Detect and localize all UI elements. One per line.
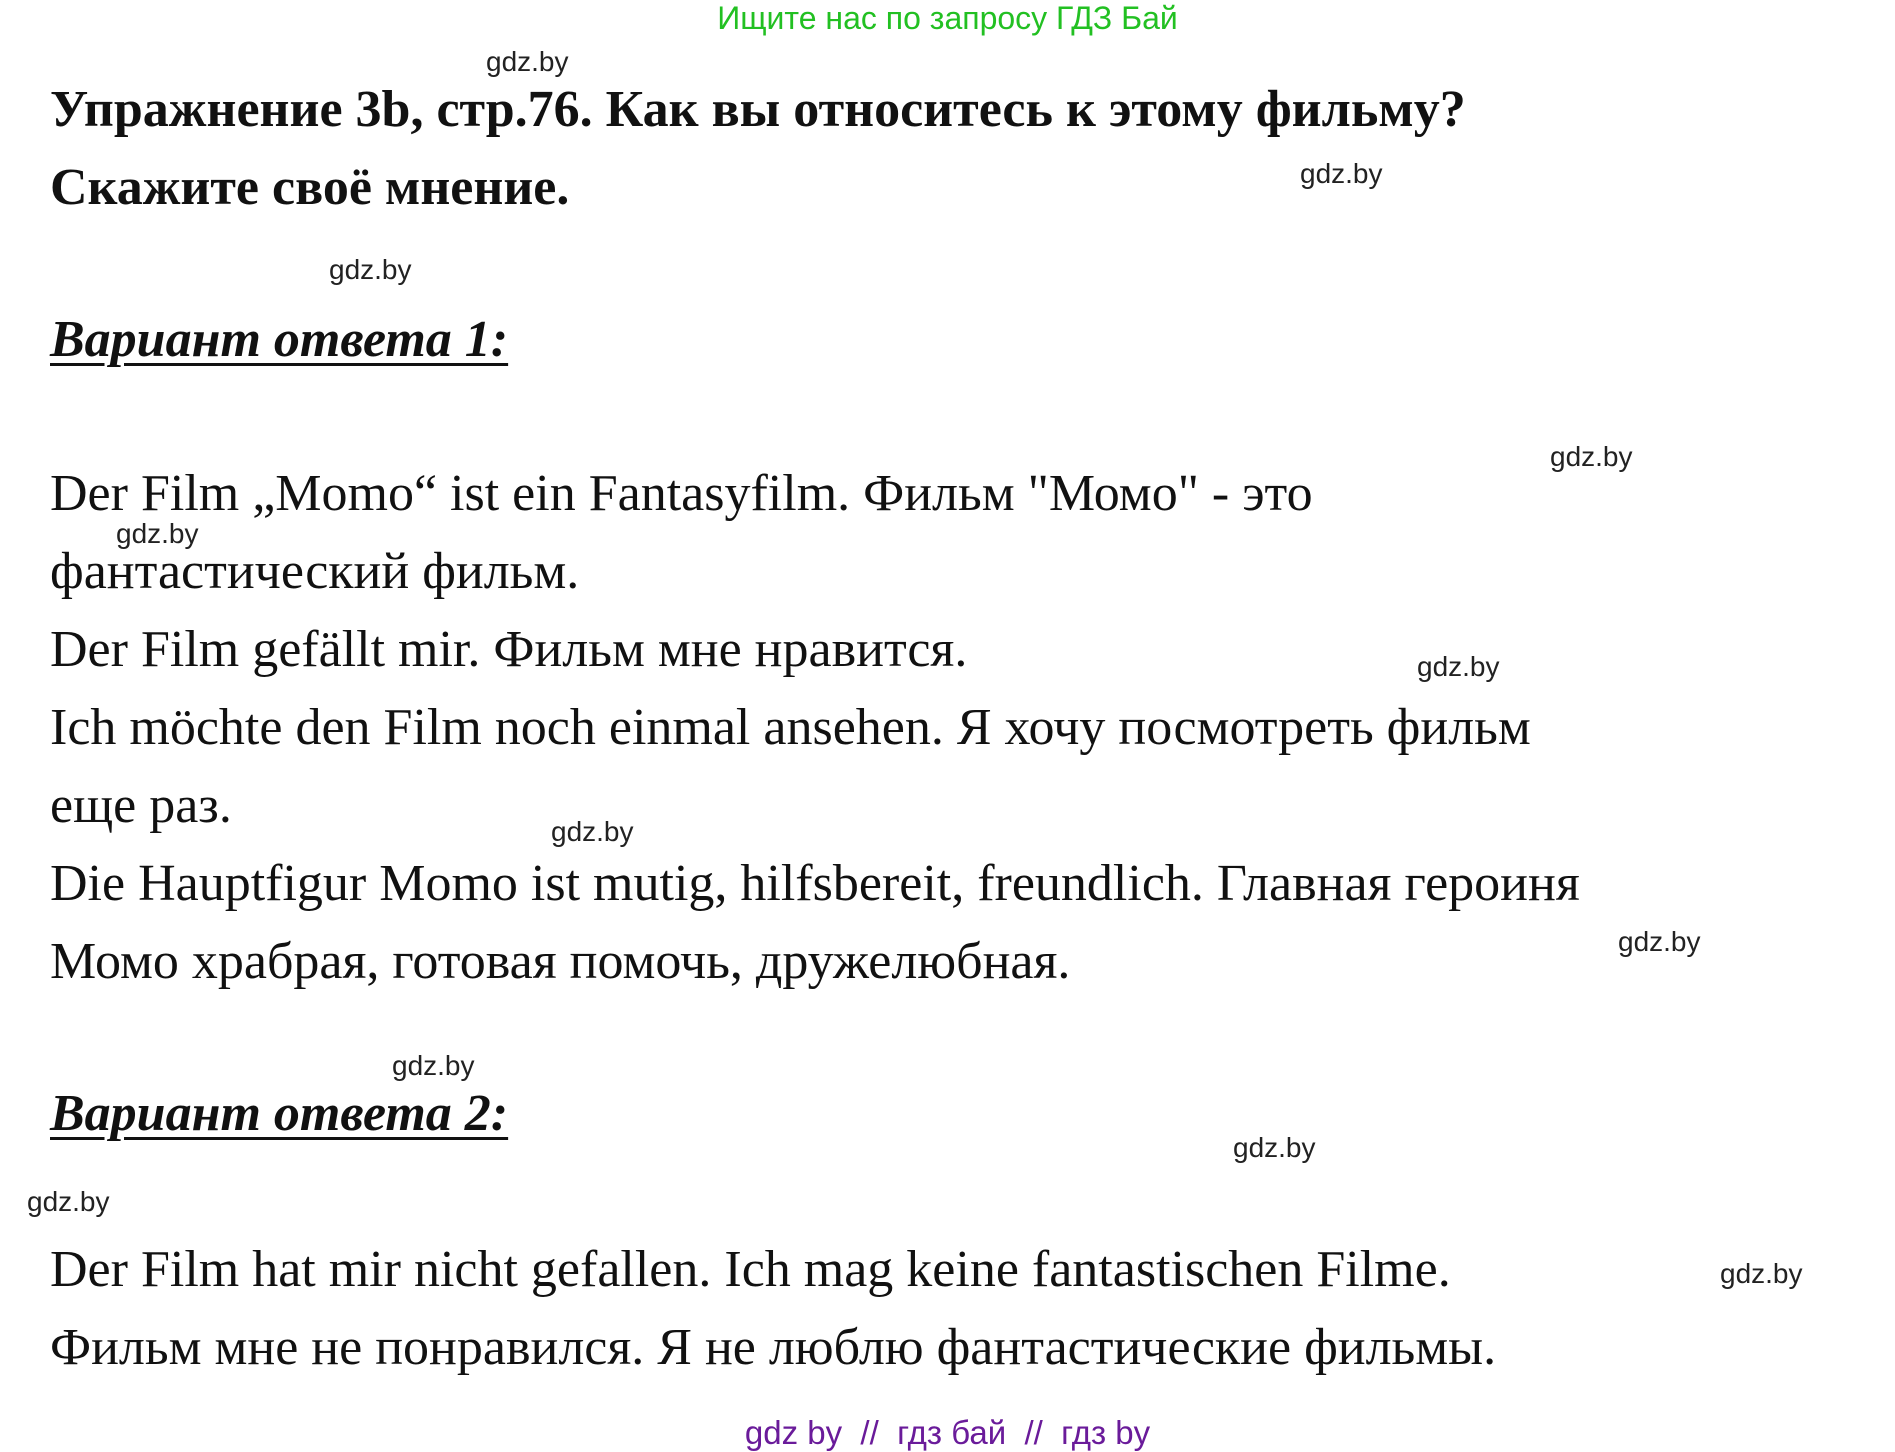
watermark: gdz.by: [329, 254, 412, 285]
variant-1-line-5: еще раз.: [50, 777, 232, 834]
footer-link-gdz-by[interactable]: gdz by: [744, 1414, 843, 1451]
footer-links: [0, 1414, 1895, 1452]
watermark: gdz.by: [486, 46, 569, 77]
footer-separator: //: [842, 1414, 898, 1451]
footer-link-gdz-bai[interactable]: гдз бай: [897, 1414, 1007, 1451]
watermark: gdz.by: [116, 518, 199, 549]
variant-1-heading: Вариант ответа 1:: [50, 311, 509, 368]
variant-2-line-2: Фильм мне не понравился. Я не люблю фантастические фильмы.: [50, 1319, 1497, 1376]
watermark: gdz.by: [1618, 926, 1701, 957]
variant-1-line-2: фантастический фильм.: [50, 543, 580, 600]
variant-1-line-6: Die Hauptfigur Momo ist mutig, hilfsbereit, freundlich. Главная героиня: [50, 855, 1580, 912]
watermark: gdz.by: [1233, 1132, 1316, 1163]
variant-1-line-1: Der Film „Momo“ ist ein Fantasyfilm. Фильм "Момо" - это: [50, 465, 1313, 522]
variant-2-line-1: Der Film hat mir nicht gefallen. Ich mag keine fantastischen Filme.: [50, 1241, 1451, 1298]
footer-separator: //: [1006, 1414, 1062, 1451]
variant-1-line-3: Der Film gefällt mir. Фильм мне нравится.: [50, 621, 968, 678]
exercise-title-line-2: Скажите своё мнение.: [50, 159, 570, 216]
variant-1-line-7: Момо храбрая, готовая помочь, дружелюбная.: [50, 933, 1071, 990]
watermark: gdz.by: [1417, 651, 1500, 682]
watermark: gdz.by: [27, 1186, 110, 1217]
footer-link-gdz-by-cyr[interactable]: гдз by: [1061, 1414, 1151, 1451]
watermark: gdz.by: [551, 816, 634, 847]
variant-2-heading: Вариант ответа 2:: [50, 1085, 509, 1142]
watermark: gdz.by: [1550, 441, 1633, 472]
exercise-title-line-1: Упражнение 3b, стр.76. Как вы относитесь к этому фильму?: [50, 81, 1466, 138]
watermark: gdz.by: [1720, 1258, 1803, 1289]
watermark: gdz.by: [1300, 158, 1383, 189]
watermark: gdz.by: [392, 1050, 475, 1081]
top-banner: Ищите нас по запросу ГДЗ Бай: [717, 0, 1178, 36]
variant-1-line-4: Ich möchte den Film noch einmal ansehen. Я хочу посмотреть фильм: [50, 699, 1531, 756]
